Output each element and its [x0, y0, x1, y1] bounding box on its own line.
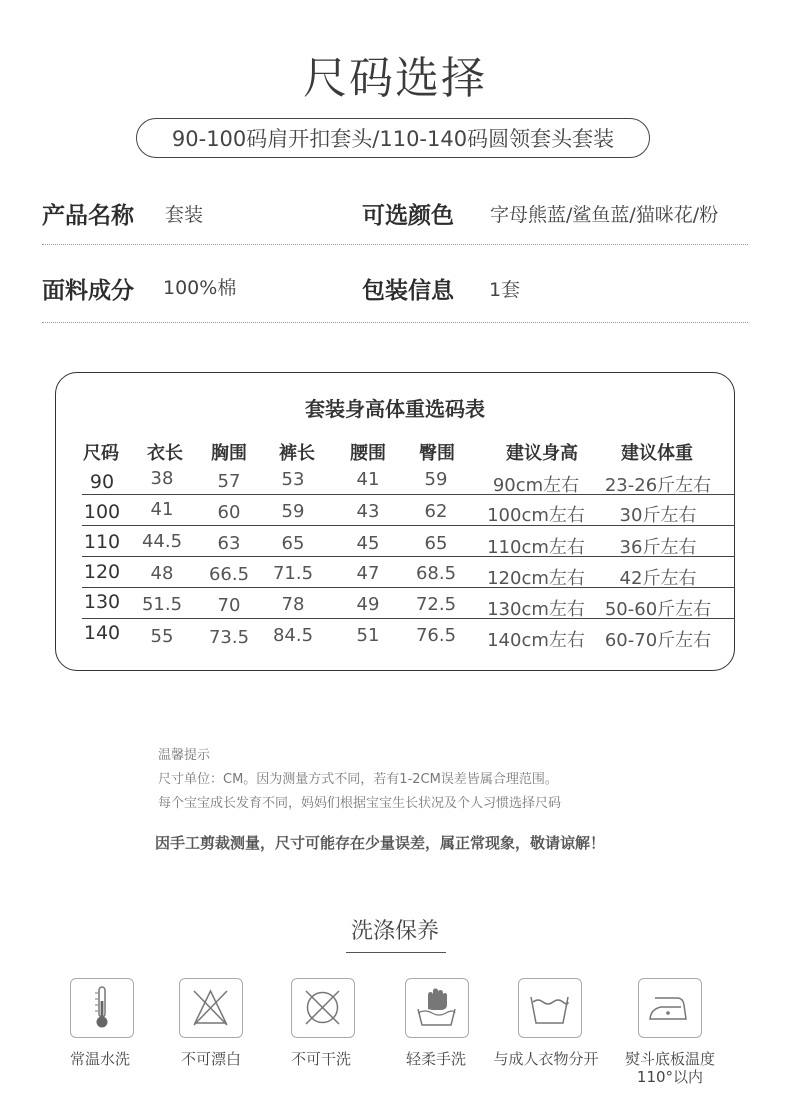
- cell-hip: 72.5: [415, 594, 457, 615]
- cell-chest: 60: [217, 502, 241, 523]
- care-label: 不可干洗: [290, 1050, 352, 1068]
- cell-chest: 70: [217, 595, 241, 616]
- thermometer-icon: [70, 978, 134, 1038]
- cell-height: 110cm左右: [487, 537, 585, 558]
- care-label: [625, 1050, 715, 1086]
- cell-waist: 47: [356, 563, 380, 584]
- cell-height: 90cm左右: [492, 475, 580, 496]
- cell-weight: 23-26斤左右: [604, 475, 712, 496]
- header-length: 衣长: [147, 443, 183, 464]
- no-dry-clean-icon: [291, 978, 355, 1038]
- cell-weight: 30斤左右: [619, 505, 697, 526]
- header-size: 尺码: [83, 443, 119, 464]
- cell-weight: 50-60斤左右: [604, 599, 712, 620]
- cell-pants-length: 71.5: [272, 563, 314, 584]
- cell-size: 110: [83, 531, 121, 553]
- header-hip: 臀围: [419, 443, 455, 464]
- cell-pants-length: 65: [281, 533, 305, 554]
- product-name-label: 产品名称: [42, 203, 134, 229]
- row-divider: [82, 556, 735, 557]
- table-row: [82, 465, 735, 495]
- cell-height: 100cm左右: [487, 505, 585, 526]
- cell-pants-length: 84.5: [272, 625, 314, 646]
- cell-hip: 62: [424, 501, 448, 522]
- dotted-divider: [42, 244, 748, 245]
- color-label: 可选颜色: [362, 203, 454, 229]
- header-weight: 建议体重: [621, 443, 693, 464]
- cell-length: 55: [150, 626, 174, 647]
- cell-size: 100: [83, 501, 121, 523]
- row-divider: [82, 587, 735, 588]
- cell-height: 140cm左右: [487, 630, 585, 651]
- care-label-line-2: 110°以内: [636, 1068, 704, 1086]
- cell-hip: 65: [424, 533, 448, 554]
- cell-chest: 73.5: [208, 627, 250, 648]
- dotted-divider: [42, 322, 748, 323]
- care-label: 常温水洗: [69, 1050, 131, 1068]
- table-row: [82, 558, 735, 588]
- table-row: [82, 620, 735, 652]
- cell-size: 120: [83, 561, 121, 583]
- cell-chest: 66.5: [208, 564, 250, 585]
- page-title: 尺码选择: [303, 53, 487, 104]
- tips-line-1: 尺寸单位：CM。因为测量方式不同，若有1-2CM误差皆属合理范围。: [158, 772, 558, 787]
- cell-height: 130cm左右: [487, 599, 585, 620]
- care-label-line-1: 熨斗底板温度: [624, 1050, 716, 1068]
- row-divider: [82, 618, 735, 619]
- cell-pants-length: 53: [281, 469, 305, 490]
- cell-length: 44.5: [141, 531, 183, 552]
- care-label: 轻柔手洗: [405, 1050, 467, 1068]
- cell-weight: 60-70斤左右: [604, 630, 712, 651]
- cell-length: 41: [150, 499, 174, 520]
- row-divider: [82, 525, 735, 526]
- table-row: [82, 589, 735, 619]
- care-label: 不可漂白: [180, 1050, 242, 1068]
- table-row: [82, 527, 735, 557]
- package-value: 1套: [489, 279, 521, 301]
- cell-pants-length: 59: [281, 501, 305, 522]
- cell-length: 48: [150, 563, 174, 584]
- fabric-label: 面料成分: [42, 278, 134, 304]
- care-title: 洗涤保养: [350, 919, 439, 944]
- header-height: 建议身高: [506, 443, 578, 464]
- cell-chest: 63: [217, 533, 241, 554]
- row-divider: [82, 494, 735, 495]
- cell-hip: 59: [424, 469, 448, 490]
- cell-waist: 43: [356, 501, 380, 522]
- cell-hip: 68.5: [415, 563, 457, 584]
- cell-waist: 45: [356, 533, 380, 554]
- header-waist: 腰围: [350, 443, 386, 464]
- iron-icon: [638, 978, 702, 1038]
- tips-heading: 温馨提示: [158, 748, 211, 763]
- care-title-underline: [346, 952, 446, 953]
- cell-height: 120cm左右: [487, 568, 585, 589]
- subtitle-pill: 90-100码肩开扣套头/110-140码圆领套头套装: [136, 118, 650, 158]
- color-value: 字母熊蓝/鲨鱼蓝/猫咪花/粉: [490, 204, 719, 226]
- tolerance-warning: 因手工剪裁测量，尺寸可能存在少量误差，属正常现象，敬请谅解！: [155, 834, 606, 852]
- cell-size: 130: [83, 591, 121, 613]
- cell-waist: 51: [356, 625, 380, 646]
- cell-size: 140: [83, 622, 121, 644]
- cell-waist: 49: [356, 594, 380, 615]
- package-label: 包装信息: [362, 278, 454, 304]
- header-pants-length: 裤长: [279, 443, 315, 464]
- cell-waist: 41: [356, 469, 380, 490]
- cell-length: 51.5: [141, 594, 183, 615]
- cell-pants-length: 78: [281, 594, 305, 615]
- product-name-value: 套装: [165, 204, 204, 226]
- cell-size: 90: [89, 471, 115, 493]
- cell-hip: 76.5: [415, 625, 457, 646]
- cell-weight: 36斤左右: [619, 537, 697, 558]
- hand-wash-icon: [405, 978, 469, 1038]
- no-bleach-icon: [179, 978, 243, 1038]
- care-label: 与成人衣物分开: [493, 1050, 599, 1068]
- size-table-title: 套装身高体重选码表: [305, 397, 485, 421]
- cell-length: 38: [150, 468, 174, 489]
- table-row: [82, 496, 735, 526]
- header-chest: 胸围: [211, 443, 247, 464]
- wash-tub-icon: [518, 978, 582, 1038]
- cell-chest: 57: [217, 471, 241, 492]
- fabric-value: 100%棉: [163, 277, 237, 299]
- cell-weight: 42斤左右: [619, 568, 697, 589]
- tips-line-2: 每个宝宝成长发育不同，妈妈们根据宝宝生长状况及个人习惯选择尺码: [158, 796, 562, 811]
